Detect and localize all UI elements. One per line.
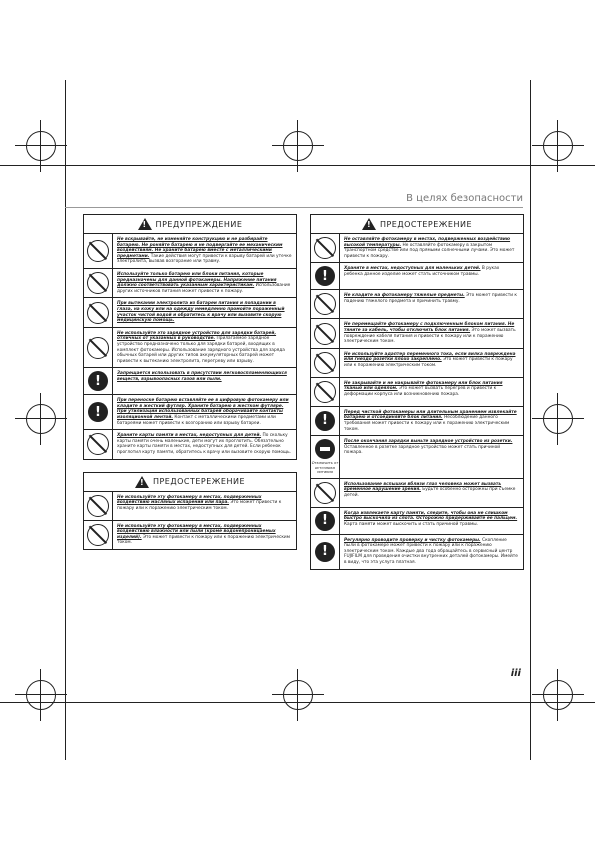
- registration-mark-top-center: [283, 131, 313, 161]
- section-title: В целях безопасности: [406, 193, 523, 204]
- safety-instruction: Использование вспышки вблизи глаз человека может вызвать временное нарушение зрения.: [344, 481, 502, 493]
- safety-instruction: При вытекании электролита из батареи питания и попадании в глаза, на кожу или на одежду немедленно промойте пораженный участок чистой водой и обратитесь к врачу или вызовите скорую медицинскую помощь.: [117, 301, 285, 324]
- mandatory-icon: !: [315, 266, 335, 286]
- prohibited-icon: [87, 240, 109, 262]
- safety-icon-cell: [311, 508, 340, 534]
- safety-item: [84, 234, 296, 269]
- safety-icon-cell: [84, 430, 113, 458]
- safety-explanation: Не оставляйте фотокамеру в закрытом транспортном средстве или под прямыми солнечными лучами. Это может привести к пожару.: [344, 242, 515, 259]
- safety-icon-cell: [84, 368, 113, 394]
- safety-item: [84, 430, 296, 458]
- safety-instruction: Перед чисткой фотокамеры или длительным хранением извлекайте батарею и отсоединяйте блок питания.: [344, 409, 517, 421]
- caution-title-left: ПРЕДОСТЕРЕЖЕНИЕ: [152, 477, 246, 487]
- safety-item: [311, 436, 523, 479]
- safety-item: [311, 407, 523, 436]
- safety-text: [340, 319, 523, 347]
- safety-instruction: Не используйте адаптер переменного тока, если вилка повреждена или гнездо розетки плохо закреплено.: [344, 351, 516, 363]
- safety-instruction: Не используйте эту фотокамеру в местах, подверженных воздействию масляных испарений или пара.: [117, 494, 262, 506]
- safety-explanation: Прилагаемое зарядное устройство предназначено только для зарядки батарей, входящих в комплект фотокамеры. Использование зарядного устройства для заряда обычных батарей или других типов аккумуляторных батарей может привести к вытеканию электролита, перегреву или взрыву.: [117, 336, 285, 364]
- crop-line-top: [0, 165, 595, 166]
- mandatory-icon: !: [88, 402, 108, 422]
- safety-item: [311, 263, 523, 290]
- warning-header: [84, 215, 296, 234]
- safety-item: [84, 269, 296, 298]
- mandatory-icon: !: [315, 411, 335, 431]
- safety-icon-cell: [84, 298, 113, 326]
- safety-text: [340, 535, 523, 569]
- safety-item: [84, 395, 296, 430]
- safety-instruction: Когда извлекаете карту памяти, следите, чтобы она не слишком быстро выскочила из слота. Осторожно придерживайте ее пальцем.: [344, 510, 518, 522]
- safety-instruction: При переноске батарею вставляйте ее в цифровую фотокамеру или кладите в жесткий футляр. Храните батарею в жестком футляре. При утилизации использованных батарей оборачивайте контакты изоляционной лентой.: [117, 398, 289, 421]
- left-column: [83, 214, 297, 562]
- safety-text: [113, 234, 296, 268]
- safety-item: [84, 492, 296, 521]
- prohibited-icon: [314, 352, 336, 374]
- safety-text: [340, 263, 523, 289]
- crop-line-right: [530, 80, 531, 760]
- safety-icon-cell: [311, 378, 340, 406]
- registration-mark-top-right: [543, 131, 573, 161]
- caution-title-right: ПРЕДОСТЕРЕЖЕНИЕ: [379, 219, 473, 229]
- prohibited-icon: [87, 337, 109, 359]
- prohibited-icon: [87, 495, 109, 517]
- safety-icon-cell: [311, 479, 340, 507]
- warning-rows: [84, 234, 296, 459]
- safety-explanation: Это может вызвать перегрев и привести к деформации корпуса или возникновению пожара.: [344, 386, 497, 397]
- safety-text: [340, 508, 523, 534]
- registration-mark-top-left: [26, 131, 56, 161]
- safety-item: [311, 508, 523, 535]
- warning-triangle-icon: !: [138, 218, 152, 230]
- safety-item: [311, 349, 523, 378]
- safety-item: [311, 290, 523, 319]
- safety-item: [84, 368, 296, 395]
- safety-icon-cell: [311, 290, 340, 318]
- prohibited-icon: [314, 482, 336, 504]
- safety-icon-cell: [311, 535, 340, 569]
- safety-explanation: Это может привести к падению тяжелого предмета и причинить травму.: [344, 293, 518, 304]
- safety-text: [340, 290, 523, 318]
- caution-triangle-icon: !: [135, 476, 149, 488]
- caution-box-left: [83, 472, 297, 550]
- safety-icon-cell: [311, 319, 340, 347]
- safety-icon-cell: [84, 521, 113, 549]
- safety-explanation: В руках ребенка данное изделие может стать источником травмы.: [344, 266, 500, 277]
- safety-explanation: Это может привести к пожару или к поражению электрическим током.: [344, 357, 513, 368]
- safety-instruction: Используйте только батарею или блоки питания, которые предназначены для данной фотокамеры. Напряжение питания должно соответствовать указанным характеристикам.: [117, 271, 277, 289]
- safety-explanation: Скопление пыли в фотокамере может привести к пожару или к поражению электрическим током. Каждые два года обращайтесь в сервисный центр FUJIFILM для проведения очистки внутренних деталей фотокамеры. Имейте в виду, что эта услуга платная.: [344, 537, 518, 565]
- safety-instruction: Не закрывайте и не накрывайте фотокамеру или блок питания тканью или одеялом.: [344, 380, 503, 392]
- safety-text: [113, 269, 296, 297]
- prohibited-icon: [314, 323, 336, 345]
- safety-explanation: Будьте особенно осторожны при съемке детей.: [344, 487, 516, 498]
- caution-left-rows: [84, 492, 296, 549]
- safety-icon-cell: [311, 349, 340, 377]
- warning-title: ПРЕДУПРЕЖДЕНИЕ: [155, 219, 243, 229]
- prohibited-icon: [87, 272, 109, 294]
- section-divider: [65, 207, 523, 208]
- safety-item: [311, 535, 523, 569]
- mandatory-icon: !: [315, 511, 335, 531]
- registration-mark-mid-right: [543, 404, 573, 434]
- safety-explanation: Оставленное в розетке зарядное устройство может стать причиной пожара.: [344, 444, 500, 456]
- safety-instruction: Не используйте эту фотокамеру в местах, подверженных воздействию влажности или пыли (кроме водонепроницаемых изделий).: [117, 523, 276, 540]
- caution-header-left: [84, 473, 296, 492]
- safety-text: [113, 298, 296, 326]
- registration-mark-bottom-left: [26, 680, 56, 710]
- safety-instruction: Не кладите на фотокамеру тяжелые предметы.: [344, 293, 465, 299]
- safety-text: [340, 479, 523, 507]
- prohibited-icon: [87, 524, 109, 546]
- safety-instruction: Регулярно проводите проверку и чистку фотокамеры.: [344, 537, 481, 543]
- safety-icon-cell: [84, 234, 113, 268]
- safety-icon-cell: [311, 407, 340, 435]
- safety-icon-cell: [311, 234, 340, 262]
- safety-text: [113, 328, 296, 368]
- safety-instruction: Не оставляйте фотокамеру в местах, подверженных воздействию высокой температуры.: [344, 237, 511, 248]
- safety-instruction: Запрещается использовать в присутствии легковоспламеняющихся веществ, взрывоопасных газов или пыли.: [117, 371, 287, 382]
- crop-line-left: [65, 80, 66, 760]
- registration-mark-mid-left: [26, 404, 56, 434]
- safety-explanation: Это может вызвать повреждение кабеля питания и привести к пожару или к поражению электрическим током.: [344, 327, 516, 345]
- registration-mark-bottom-right: [543, 680, 573, 710]
- safety-text: [340, 378, 523, 406]
- safety-item: [84, 298, 296, 327]
- safety-text: [340, 349, 523, 377]
- mandatory-icon: !: [88, 371, 108, 391]
- right-column: [310, 214, 524, 582]
- safety-item: [311, 319, 523, 348]
- prohibited-icon: [314, 237, 336, 259]
- caution-right-rows: [311, 234, 523, 569]
- safety-icon-cell: [84, 395, 113, 429]
- safety-text: [113, 492, 296, 520]
- safety-icon-cell: [84, 269, 113, 297]
- safety-icon-cell: [311, 436, 340, 478]
- safety-text: [113, 521, 296, 549]
- caution-header-right: [311, 215, 523, 234]
- safety-icon-cell: [84, 492, 113, 520]
- safety-explanation: Контакт с металлическими предметами или батареями может привести к возгоранию или взрыву батареи.: [117, 415, 276, 426]
- caution-box-right: [310, 214, 524, 570]
- caution-triangle-icon: !: [362, 218, 376, 230]
- safety-item: [311, 479, 523, 508]
- prohibited-icon: [87, 302, 109, 324]
- safety-text: [113, 430, 296, 458]
- prohibited-icon: [314, 293, 336, 315]
- safety-instruction: Храните в местах, недоступных для маленьких детей.: [344, 266, 481, 272]
- safety-text: [340, 234, 523, 262]
- registration-mark-bottom-center: [283, 680, 313, 710]
- mandatory-icon: !: [315, 542, 335, 562]
- unplug-icon: [315, 439, 335, 459]
- safety-explanation: Это может привести к пожару или к поражению электрическим током.: [117, 500, 282, 511]
- safety-text: [340, 436, 523, 478]
- safety-item: [84, 328, 296, 369]
- safety-instruction: Не вскрывайте, не изменяйте конструкцию и не разбирайте батарею. Не роняйте батарею и не подвергайте ее механическим воздействиям. Не храните батарею вместе с металлическими предметами.: [117, 237, 283, 259]
- safety-text: [113, 368, 296, 394]
- warning-box: [83, 214, 297, 460]
- safety-explanation: Карта памяти может выскочить и стать причиной травмы.: [344, 521, 479, 527]
- safety-icon-cell: [84, 328, 113, 368]
- safety-instruction: Не перемещайте фотокамеру с подключенным блоком питания. Не тяните за кабель, чтобы отключить блок питания.: [344, 322, 515, 333]
- safety-text: [340, 407, 523, 435]
- prohibited-icon: [87, 433, 109, 455]
- safety-item: [311, 378, 523, 407]
- safety-instruction: Храните карты памяти в местах, недоступных для детей.: [117, 433, 262, 439]
- safety-item: [311, 234, 523, 263]
- safety-explanation: По скольку карты памяти очень маленькие, дети могут их проглотить. Обязательно храните карты памяти в местах, недоступных для детей. Если ребенок проглотил карту памяти, обратитесь к врачу или вызовите скорую помощь.: [117, 433, 291, 456]
- safety-explanation: Это может привести к пожару или к поражению электрическим током.: [117, 534, 290, 546]
- safety-text: [113, 395, 296, 429]
- safety-explanation: Несоблюдение данного требования может привести к пожару или к поражению электрическим током.: [344, 415, 510, 432]
- icon-label: Отключить от источника питания: [311, 461, 339, 475]
- safety-explanation: Использование других источников питания может привести к пожару.: [117, 283, 291, 294]
- safety-instruction: Не используйте это зарядное устройство для зарядки батарей, отличных от указанных в руководстве.: [117, 330, 277, 342]
- safety-item: [84, 521, 296, 549]
- crop-line-bottom: [0, 702, 595, 703]
- safety-explanation: Такие действия могут привести к взрыву батарей или утечке электролита, вызвав возгорание или травму.: [117, 253, 292, 265]
- page-number: iii: [510, 668, 521, 679]
- safety-icon-cell: [311, 263, 340, 289]
- safety-instruction: После окончания зарядки выньте зарядное устройство из розетки.: [344, 439, 513, 445]
- prohibited-icon: [314, 381, 336, 403]
